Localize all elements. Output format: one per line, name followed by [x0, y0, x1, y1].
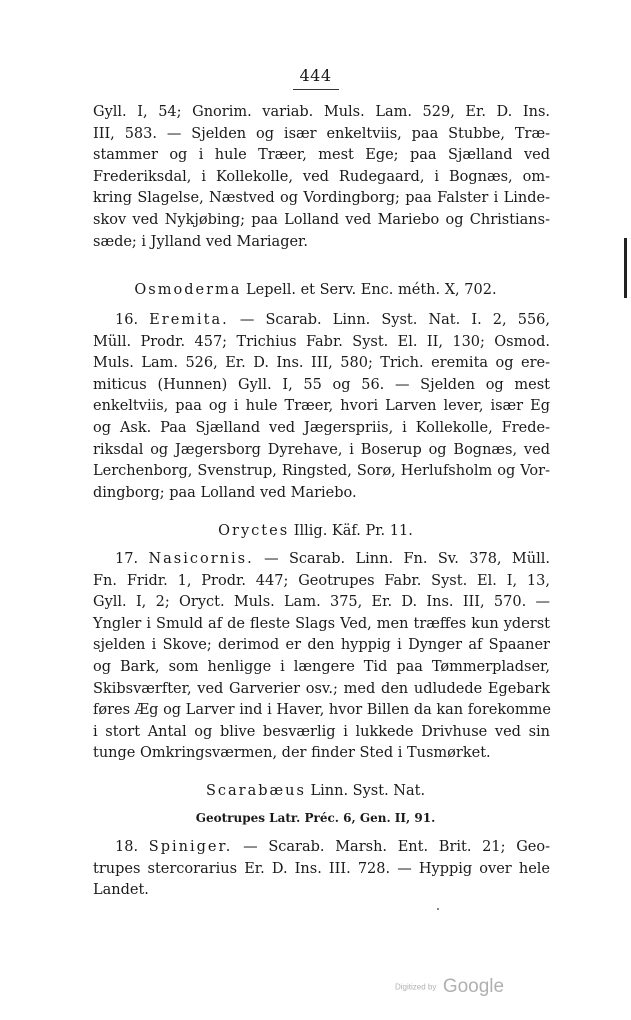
species-name: Nasicornis. [148, 551, 254, 567]
genus-name: Oryctes [218, 523, 290, 539]
intro-paragraph [93, 102, 550, 253]
text-line: trupes stercorarius Er. D. Ins. III. 728. — Hyppig over hele [93, 860, 550, 877]
text-line: Müll. Prodr. 457; Trichius Fabr. Syst. El. II, 130; Osmod. [93, 333, 550, 350]
species-name: Spiniger. [148, 839, 233, 855]
text-line: enkeltviis, paa og i hule Træer, hvori Larven lever, især Eg [93, 398, 550, 415]
text-line: Gyll. I, 2; Oryct. Muls. Lam. 375, Er. D. Ins. III, 570. — [93, 594, 550, 611]
species-entry-17 [93, 549, 550, 765]
genus-citation: Linn. Syst. Nat. [305, 783, 426, 799]
species-number: 18. [115, 839, 139, 855]
text-line: Yngler i Smuld af de fleste Slags Ved, men træffes kun yderst [93, 615, 550, 632]
text-line: føres Æg og Larver ind i Haver, hvor Billen da kan forekomme [93, 702, 551, 719]
text-line: Skibsværfter, ved Garverier osv.; med den udludede Egebark [93, 680, 550, 697]
text-line: og Ask. Paa Sjælland ved Jægerspriis, i Kollekolle, Frede- [93, 419, 550, 436]
genus-heading-oryctes [0, 521, 631, 542]
text-line: riksdal og Jægersborg Dyrehave, i Boserup og Bognæs, ved [93, 441, 550, 458]
text-line: Frederiksdal, i Kollekolle, ved Rudegaard, i Bognæs, om- [93, 168, 550, 185]
species-citation: — Scarab. Linn. Syst. Nat. I. 2, 556, [228, 312, 550, 328]
page-number: 444 [299, 66, 332, 85]
genus-citation: Lepell. et Serv. Enc. méth. X, 702. [241, 282, 497, 298]
text-line: III, 583. — Sjelden og især enkeltviis, paa Stubbe, Træ- [93, 125, 550, 142]
text-line: Muls. Lam. 526, Er. D. Ins. III, 580; Trich. eremita og ere- [93, 355, 550, 372]
text-line: miticus (Hunnen) Gyll. I, 55 og 56. — Sjelden og mest [93, 376, 550, 393]
watermark-prefix: Digitized by [395, 982, 437, 992]
species-citation: — Scarab. Linn. Fn. Sv. 378, Müll. [253, 551, 550, 567]
text-line: dingborg; paa Lolland ved Mariebo. [93, 484, 357, 501]
text-line: Lerchenborg, Svenstrup, Ringsted, Sorø, Herlufsholm og Vor- [93, 463, 550, 480]
text-line: tunge Omkringsværmen, der finder Sted i Tusmørket. [93, 745, 491, 762]
species-entry-16 [93, 310, 550, 504]
species-first-line [93, 549, 550, 571]
page-number-underline [293, 89, 339, 90]
genus-heading-osmoderma [0, 280, 631, 301]
genus-heading-scarabaeus [0, 781, 631, 802]
species-number: 17. [115, 551, 139, 567]
species-citation: — Scarab. Marsh. Ent. Brit. 21; Geo- [232, 839, 550, 855]
subgenus-heading-geotrupes: Geotrupes Latr. Préc. 6, Gen. II, 91. [195, 811, 436, 825]
digitized-watermark [395, 976, 504, 998]
species-name: Eremita. [149, 312, 229, 328]
species-entry-18 [93, 837, 550, 902]
text-line: kring Slagelse, Næstved og Vordingborg; paa Falster i Linde- [93, 190, 550, 207]
text-line: sæde; i Jylland ved Mariager. [93, 233, 309, 250]
species-first-line [93, 837, 550, 859]
text-line: skov ved Nykjøbing; paa Lolland ved Mariebo og Christians- [93, 211, 550, 228]
scan-edge-mark [624, 238, 627, 298]
text-line: Fn. Fridr. 1, Prodr. 447; Geotrupes Fabr. Syst. El. I, 13, [93, 572, 550, 589]
text-line: Landet. [93, 882, 149, 899]
species-first-line [93, 310, 550, 332]
text-line: sjelden i Skove; derimod er den hyppig i Dynger af Spaaner [93, 637, 550, 654]
watermark-brand: Google [442, 976, 505, 997]
text-line: Gyll. I, 54; Gnorim. variab. Muls. Lam. 529, Er. D. Ins. [93, 104, 550, 120]
text-line: i stort Antal og blive besværlig i lukkede Drivhuse ved sin [93, 723, 550, 740]
text-line: stammer og i hule Træer, mest Ege; paa Sjælland ved [93, 147, 550, 164]
genus-name: Scarabæus [205, 783, 306, 799]
genus-name: Osmoderma [134, 282, 242, 298]
genus-citation: Illig. Käf. Pr. 11. [289, 523, 413, 539]
species-number: 16. [115, 312, 139, 328]
text-line: og Bark, som henligge i længere Tid paa Tømmerpladser, [93, 658, 550, 675]
scan-speck [437, 908, 439, 910]
